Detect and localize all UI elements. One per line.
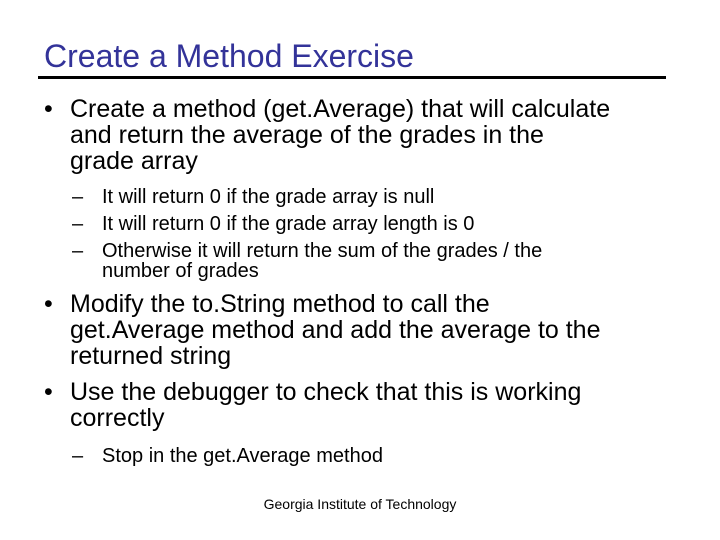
bullet-text-line: Modify the to.String method to call the (70, 290, 490, 318)
sub-bullet-item (44, 241, 684, 281)
slide-footer: Georgia Institute of Technology (263, 496, 457, 512)
dash-marker: – (72, 186, 84, 208)
bullet-text-line: grade array (70, 147, 198, 175)
bullet-marker: • (44, 95, 53, 123)
bullet-text-line: correctly (70, 404, 165, 432)
bullet-marker: • (44, 290, 53, 318)
sub-bullet-item (44, 214, 684, 234)
bullet-text-line: get.Average method and add the average to the (70, 316, 601, 344)
sub-bullet-item (44, 446, 684, 466)
slide-title: Create a Method Exercise (44, 38, 414, 74)
dash-marker: – (72, 445, 84, 467)
bullet-text-line: Use the debugger to check that this is working (70, 378, 582, 406)
sub-bullet-text-line: Otherwise it will return the sum of the grades / the (102, 240, 543, 262)
bullet-marker: • (44, 378, 53, 406)
bullet-text-line: returned string (70, 342, 232, 370)
sub-bullet-text-line: It will return 0 if the grade array length is 0 (102, 213, 475, 235)
bullet-item (44, 96, 684, 174)
slide-content (44, 96, 684, 466)
bullet-text-line: and return the average of the grades in the (70, 121, 544, 149)
dash-marker: – (72, 240, 84, 262)
sub-bullet-item (44, 187, 684, 207)
title-underline (38, 76, 666, 79)
bullet-item (44, 379, 684, 431)
bullet-item (44, 291, 684, 369)
sub-bullet-text-line: It will return 0 if the grade array is null (102, 186, 435, 208)
bullet-text-line: Create a method (get.Average) that will calculate (70, 95, 611, 123)
dash-marker: – (72, 213, 84, 235)
sub-bullet-text-line: number of grades (102, 260, 259, 282)
sub-bullet-list (44, 446, 684, 466)
sub-bullet-list (44, 187, 684, 281)
sub-bullet-text-line: Stop in the get.Average method (102, 445, 383, 467)
